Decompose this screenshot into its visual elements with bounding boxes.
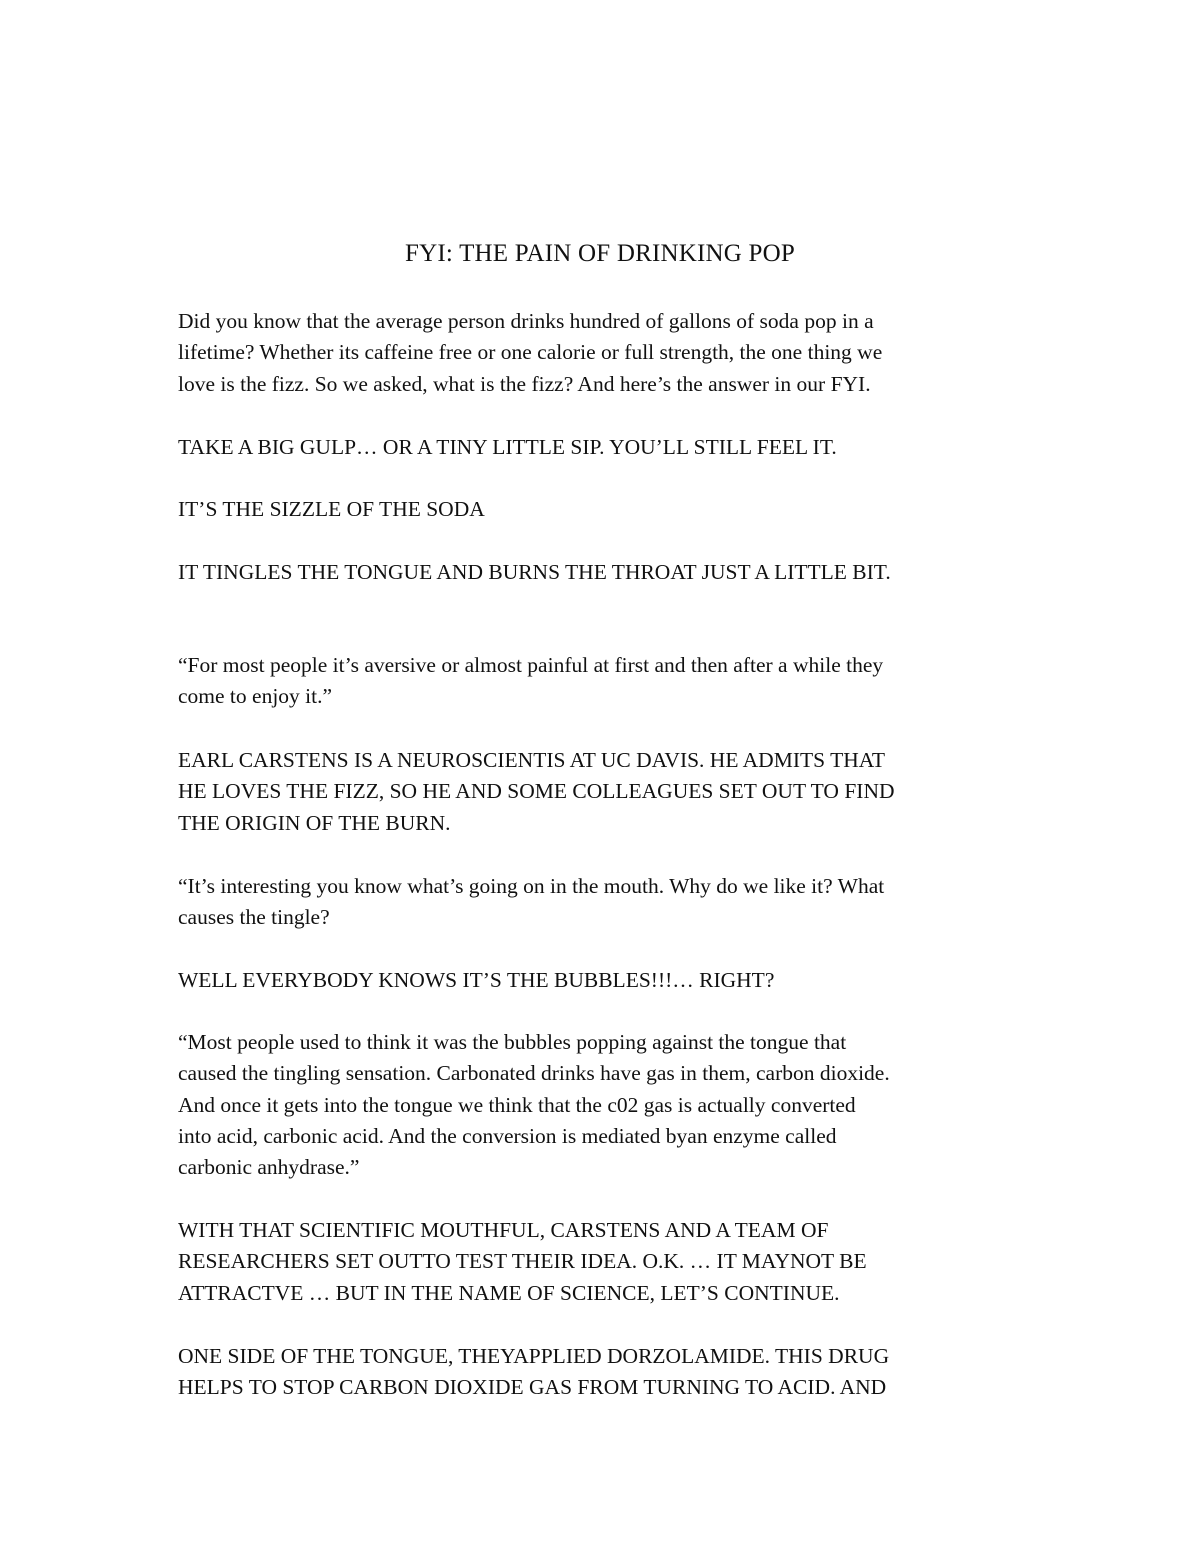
text-line: IT TINGLES THE TONGUE AND BURNS THE THROAT JUST A LITTLE BIT. bbox=[178, 560, 891, 584]
paragraph-quote-most-people bbox=[178, 1027, 1038, 1183]
paragraph-scientific-mouthful bbox=[178, 1215, 1038, 1309]
text-line: lifetime? Whether its caffeine free or one calorie or full strength, the one thing we bbox=[178, 340, 883, 365]
paragraph-sizzle bbox=[178, 494, 1038, 525]
paragraph-dorzolamide bbox=[178, 1341, 1038, 1404]
text-line: ATTRACTVE … BUT IN THE NAME OF SCIENCE, LET’S CONTINUE. bbox=[178, 1280, 840, 1305]
text-line: HELPS TO STOP CARBON DIOXIDE GAS FROM TURNING TO ACID. AND bbox=[178, 1375, 887, 1400]
paragraph-bubbles bbox=[178, 965, 1038, 996]
text-line: into acid, carbonic acid. And the conversion is mediated byan enzyme called bbox=[178, 1123, 837, 1148]
text-line: WELL EVERYBODY KNOWS IT’S THE BUBBLES!!!… RIGHT? bbox=[178, 968, 775, 992]
paragraph-quote-interesting bbox=[178, 871, 1038, 934]
text-line: caused the tingling sensation. Carbonated drinks have gas in them, carbon dioxide. bbox=[178, 1061, 890, 1086]
paragraph-intro bbox=[178, 306, 1038, 400]
text-line: TAKE A BIG GULP… OR A TINY LITTLE SIP. YOU’LL STILL FEEL IT. bbox=[178, 435, 837, 459]
text-line: ONE SIDE OF THE TONGUE, THEYAPPLIED DORZOLAMIDE. THIS DRUG bbox=[178, 1344, 890, 1368]
text-line: EARL CARSTENS IS A NEUROSCIENTIS AT UC DAVIS. HE ADMITS THAT bbox=[178, 748, 886, 772]
paragraph-quote-aversive bbox=[178, 650, 1038, 713]
paragraph-take-a-big-gulp bbox=[178, 432, 1038, 463]
text-line: HE LOVES THE FIZZ, SO HE AND SOME COLLEAGUES SET OUT TO FIND bbox=[178, 779, 895, 804]
text-line: causes the tingle? bbox=[178, 905, 330, 930]
paragraph-tingles bbox=[178, 557, 1038, 588]
text-line: “Most people used to think it was the bubbles popping against the tongue that bbox=[178, 1030, 847, 1054]
text-line: carbonic anhydrase.” bbox=[178, 1155, 360, 1180]
text-line: WITH THAT SCIENTIFIC MOUTHFUL, CARSTENS AND A TEAM OF bbox=[178, 1218, 829, 1242]
text-line: And once it gets into the tongue we think that the c02 gas is actually converted bbox=[178, 1092, 856, 1117]
text-line: come to enjoy it.” bbox=[178, 684, 333, 709]
text-line: “It’s interesting you know what’s going on in the mouth. Why do we like it? What bbox=[178, 874, 885, 898]
text-line: THE ORIGIN OF THE BURN. bbox=[178, 810, 451, 835]
text-line: “For most people it’s aversive or almost painful at first and then after a while they bbox=[178, 653, 884, 677]
text-line: love is the fizz. So we asked, what is the fizz? And here’s the answer in our FYI. bbox=[178, 371, 871, 396]
text-line: IT’S THE SIZZLE OF THE SODA bbox=[178, 497, 485, 521]
text-line: RESEARCHERS SET OUTTO TEST THEIR IDEA. O.K. … IT MAYNOT BE bbox=[178, 1249, 867, 1274]
paragraph-earl-carstens bbox=[178, 745, 1038, 839]
document-title: FYI: THE PAIN OF DRINKING POP bbox=[405, 240, 795, 267]
text-line: Did you know that the average person drinks hundred of gallons of soda pop in a bbox=[178, 309, 874, 333]
